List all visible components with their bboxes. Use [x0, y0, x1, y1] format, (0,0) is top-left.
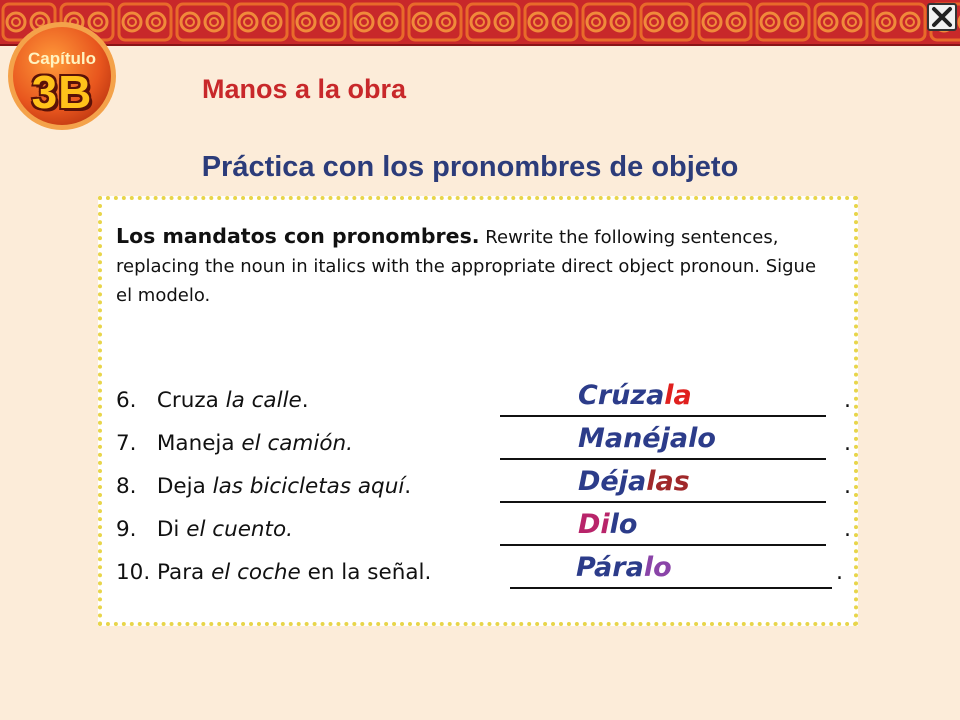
answer-stem: Déja: [578, 466, 647, 497]
banner-pattern: [0, 0, 960, 44]
exercise-object: las bicicletas aquí: [212, 474, 405, 499]
exercise-row: [116, 509, 856, 549]
section-title: Manos a la obra: [202, 74, 407, 104]
badge-number: 3B: [31, 66, 93, 118]
exercise-verb: Maneja: [156, 431, 242, 456]
exercise-verb: Para: [157, 560, 212, 585]
answer-period: .: [844, 474, 851, 499]
exercise-rest: en la señal.: [300, 560, 432, 585]
answer: [578, 380, 692, 411]
answer-period: .: [844, 388, 851, 413]
answer-stem: Di: [578, 509, 610, 540]
answer: [578, 509, 637, 540]
exercise-object: el camión.: [241, 431, 353, 456]
exercise-prompt: [116, 388, 309, 413]
answer-line: [500, 458, 826, 460]
exercise-number: 8.: [116, 474, 137, 499]
exercise-number: 7.: [116, 431, 137, 456]
answer-pronoun: la: [664, 380, 692, 411]
slide-title: Práctica con los pronombres de objeto: [201, 151, 739, 183]
answer: [578, 466, 690, 497]
exercise-verb: Di: [156, 517, 187, 542]
answer-pronoun: lo: [609, 509, 638, 540]
exercise-object: el cuento.: [186, 517, 293, 542]
header-banner: [0, 0, 960, 46]
answer-line: [500, 415, 826, 417]
answer-stem: Pára: [576, 552, 644, 583]
exercise-row: [116, 466, 856, 506]
instructions-text: Rewrite the following sentences, replacing the noun in italics with the appropriate direct object pronoun. Sigue el modelo.: [116, 227, 817, 306]
close-button[interactable]: [927, 3, 957, 31]
instructions: [116, 222, 836, 310]
answer-period: .: [836, 560, 843, 585]
exercise-row: [116, 552, 856, 592]
answer-stem: Crúza: [578, 380, 665, 411]
exercise-object: el coche: [211, 560, 301, 585]
answer-line: [500, 544, 826, 546]
answer: [576, 552, 672, 583]
exercise-number: 9.: [116, 517, 137, 542]
answer-line: [500, 501, 826, 503]
exercise-prompt: [116, 474, 411, 499]
exercise-panel: [98, 196, 858, 626]
exercise-rest: .: [404, 474, 412, 499]
answer-period: .: [844, 431, 851, 456]
answer-pronoun: las: [646, 466, 690, 497]
answer: [578, 423, 716, 454]
answer-pronoun: lo: [643, 552, 672, 583]
close-icon: [929, 5, 955, 29]
badge-label: Capítulo: [28, 49, 96, 68]
exercise-prompt: [116, 431, 353, 456]
answer-line: [510, 587, 832, 589]
exercise-number: 6.: [116, 388, 137, 413]
exercise-verb: Cruza: [156, 388, 226, 413]
instructions-lead: Los mandatos con pronombres.: [116, 224, 480, 248]
exercise-number: 10.: [116, 560, 151, 585]
exercise-row: [116, 423, 856, 463]
chapter-badge: [6, 20, 118, 132]
exercise-row: [116, 380, 856, 420]
exercise-verb: Deja: [156, 474, 213, 499]
answer-stem: Manéjalo: [578, 423, 716, 454]
exercise-object: la calle: [225, 388, 302, 413]
exercise-prompt: [116, 517, 293, 542]
answer-period: .: [844, 517, 851, 542]
exercise-prompt: [116, 560, 431, 585]
exercise-rest: .: [301, 388, 309, 413]
